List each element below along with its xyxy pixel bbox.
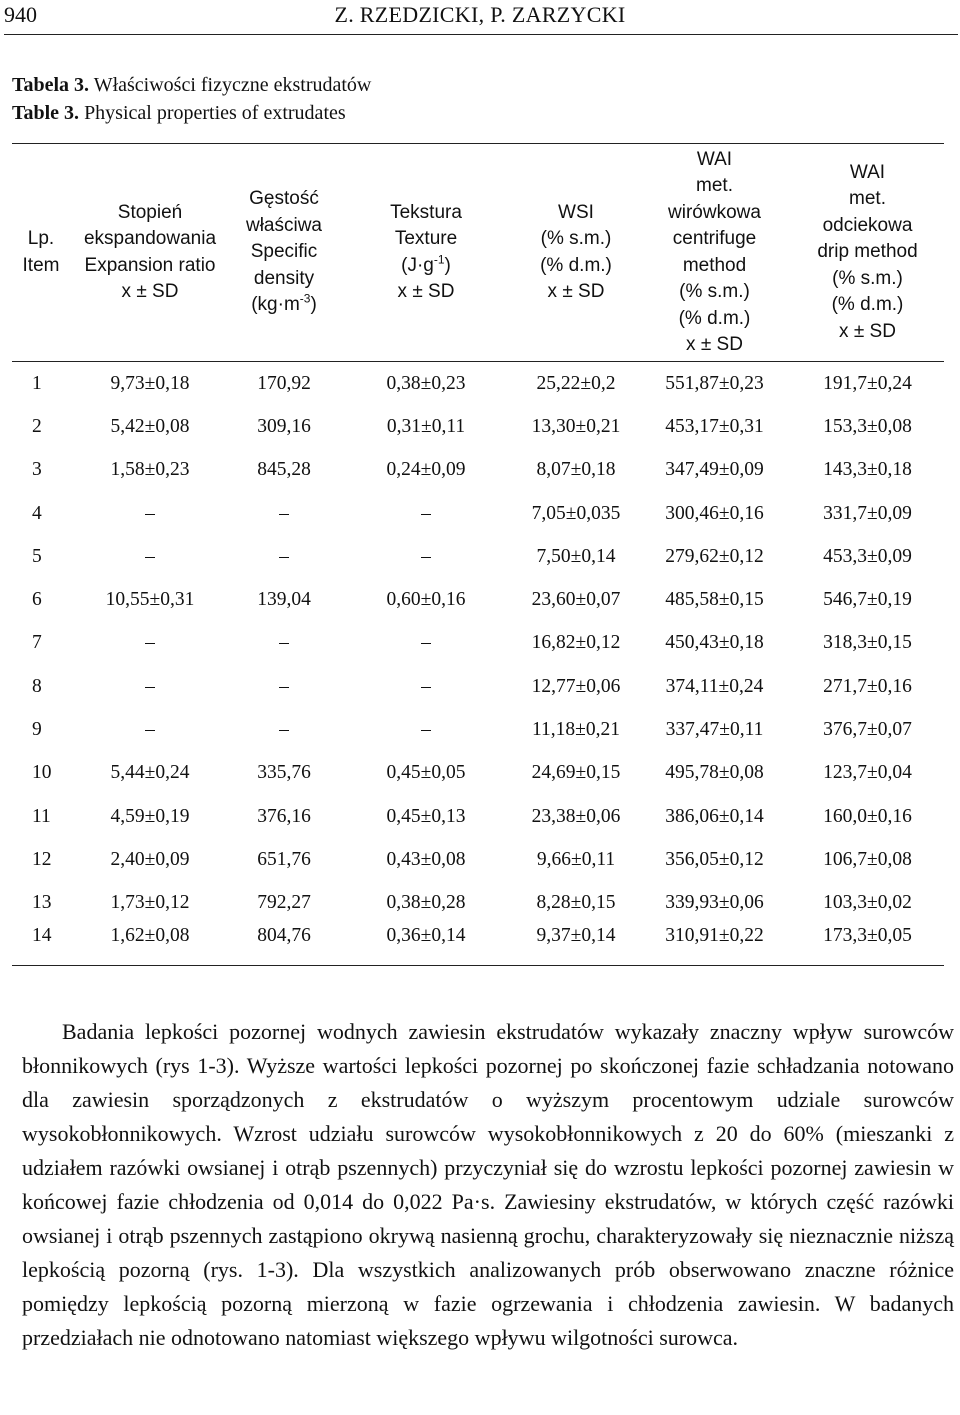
table-cell: 16,82±0,12 [531,632,621,654]
column-header-line: WAI [696,148,733,170]
table-cell: – [145,502,155,524]
table-caption-pl [12,72,371,98]
table-row [12,492,944,535]
table-cell: 485,58±0,15 [665,589,764,611]
column-header-line: x ± SD [547,281,605,302]
table-cell: 25,22±0,2 [536,372,616,394]
column-header [230,144,338,362]
table-cell: 9,73±0,18 [110,372,190,394]
column-header [70,144,230,362]
physical-properties-table [12,143,944,966]
table-cell: – [421,545,431,567]
table-cell: 8,07±0,18 [536,459,616,481]
table-row [12,578,944,621]
table-cell: 0,38±0,28 [386,892,466,914]
table-cell: 0,45±0,05 [386,762,466,784]
row-number-cell: 9 [32,719,42,741]
column-header-line: Item [22,254,60,276]
table-row [12,449,944,492]
table-cell: 5,44±0,24 [110,762,190,784]
table-cell: – [279,632,289,654]
body-paragraph [22,1015,954,1355]
column-header-line: Texture [394,228,458,249]
table-cell: 7,05±0,035 [531,502,621,524]
table-cell: 374,11±0,24 [665,675,764,697]
table-cell: 12,77±0,06 [531,675,621,697]
column-header-line: (% d.m.) [540,254,612,276]
table-row [12,535,944,578]
column-header-line: x ± SD [839,320,896,342]
table-cell: – [279,545,289,567]
column-header-line: x ± SD [686,334,743,355]
table-cell: 450,43±0,18 [665,632,764,654]
table-cell: 376,7±0,07 [823,719,912,741]
column-header-line: density [253,267,315,289]
table-row [12,752,944,795]
row-number-cell: 11 [32,805,51,827]
table-row [12,665,944,708]
table-row [12,838,944,881]
table-cell: 143,3±0,18 [823,459,912,481]
table-cell: – [421,675,431,697]
table-cell: 347,49±0,09 [665,459,764,481]
column-header-line: Specific [250,241,318,263]
running-head-authors: Z. RZEDZICKI, P. ZARZYCKI [334,2,626,27]
table-cell: 7,50±0,14 [536,545,616,567]
table-row [12,882,944,925]
row-number-cell: 4 [32,502,42,524]
column-header-line: $(kg\cdot m^{-3})$ [251,291,317,316]
column-header [338,144,514,362]
table-cell: 173,3±0,05 [791,925,944,966]
table-cell: – [279,719,289,741]
table-cell: 792,27 [257,892,311,914]
table-cell: 123,7±0,04 [823,762,912,784]
table-row [12,925,944,966]
column-header-line: met. [696,175,733,196]
table-cell: 9,37±0,14 [514,925,638,966]
table-cell: – [145,632,155,654]
table-caption-en [12,100,346,126]
table-cell: 191,7±0,24 [823,372,912,394]
caption-pl-text: Właściwości fizyczne ekstrudatów [89,74,372,96]
table-cell: 24,69±0,15 [531,762,621,784]
row-number-cell: 12 [32,848,52,870]
column-header-line: (% s.m.) [832,267,903,289]
table-cell: 0,38±0,23 [386,372,466,394]
table-cell: 0,24±0,09 [386,459,466,481]
table-row [12,405,944,448]
table-cell: 546,7±0,19 [823,589,912,611]
column-header-line: (% s.m.) [679,281,750,302]
table-cell: 386,06±0,14 [665,805,764,827]
table-cell: 9,66±0,11 [536,848,616,870]
table-cell: 495,78±0,08 [665,762,764,784]
row-number-cell: 7 [32,632,42,654]
column-header-line: (% d.m.) [831,294,904,316]
column-header-line: x ± SD [121,281,179,302]
table-cell: 453,17±0,31 [665,415,764,437]
table-row [12,708,944,751]
table-cell: 0,43±0,08 [386,848,466,870]
table-cell: – [145,719,155,741]
column-header [514,144,638,362]
table-cell: 453,3±0,09 [823,545,912,567]
column-header-line: $(J\cdot g^{-1})$ [401,252,451,276]
page-number: 940 [4,2,37,27]
table-header-row [12,144,944,362]
column-header-line: centrifuge [672,228,757,249]
table-cell: 335,76 [257,762,311,784]
table-cell: 279,62±0,12 [665,545,764,567]
table-cell: 106,7±0,08 [823,848,912,870]
table-cell: – [279,675,289,697]
column-header-line: drip method [817,241,918,263]
column-header-line: method [682,254,747,276]
table-cell: 551,87±0,23 [665,372,764,394]
page-header [0,0,960,36]
table-cell: 845,28 [257,459,311,481]
table-cell: 339,93±0,06 [665,892,764,914]
row-number-cell: 2 [32,415,42,437]
table-cell: 0,60±0,16 [386,589,466,611]
row-number-cell: 3 [32,459,42,481]
table-row [12,362,944,406]
caption-en-text: Physical properties of extrudates [79,102,346,124]
table-cell: 23,60±0,07 [531,589,621,611]
table-cell: 376,16 [257,805,311,827]
table-cell: 23,38±0,06 [531,805,621,827]
row-number-cell: 14 [12,925,70,966]
table-cell: – [421,719,431,741]
table-cell: 271,7±0,16 [823,675,912,697]
column-header-line: WAI [849,161,886,183]
column-header-line: wirówkowa [668,201,761,223]
table-cell: 310,91±0,22 [638,925,791,966]
table-cell: 0,36±0,14 [338,925,514,966]
column-header-line: (% s.m.) [540,228,612,249]
caption-en-label: Table 3. [12,102,80,124]
row-number-cell: 1 [32,372,42,394]
column-header-line: (% d.m.) [678,307,751,329]
column-header-line: met. [849,188,886,210]
table-cell: 331,7±0,09 [823,502,912,524]
column-header-line: Lp. [27,228,55,249]
table-cell: 1,73±0,12 [110,892,190,914]
table-cell: 103,3±0,02 [823,892,912,914]
column-header [638,144,791,362]
table-cell: 10,55±0,31 [105,589,195,611]
table-cell: 1,58±0,23 [110,459,190,481]
table-body [12,362,944,966]
table-row [12,622,944,665]
table-cell: 0,45±0,13 [386,805,466,827]
table-cell: 139,04 [257,589,311,611]
table-cell: 170,92 [257,372,311,394]
column-header [791,144,944,362]
row-number-cell: 13 [32,892,52,914]
table-cell: – [421,502,431,524]
table-cell: 160,0±0,16 [823,805,912,827]
column-header [12,144,70,362]
row-number-cell: 6 [32,589,42,611]
column-header-line: Gęstość [249,188,319,210]
table-cell: 1,62±0,08 [70,925,230,966]
table-cell: 318,3±0,15 [823,632,912,654]
header-rule [4,34,958,35]
table-cell: 651,76 [257,848,311,870]
column-header-line: właściwa [245,214,323,236]
table-cell: 356,05±0,12 [665,848,764,870]
table-cell: 4,59±0,19 [110,805,190,827]
table-cell: 300,46±0,16 [665,502,764,524]
table-cell: 11,18±0,21 [532,719,620,741]
table-cell: 309,16 [257,415,311,437]
caption-pl-label: Tabela 3. [12,74,90,96]
column-header-line: Expansion ratio [84,254,216,276]
table-cell: – [279,502,289,524]
column-header-line: Tekstura [390,201,462,223]
table-cell: – [421,632,431,654]
table-cell: 5,42±0,08 [110,415,190,437]
table-cell: 0,31±0,11 [386,415,466,437]
row-number-cell: 5 [32,545,42,567]
table-cell: 337,47±0,11 [665,719,764,741]
table-cell: 804,76 [230,925,338,966]
table-cell: 2,40±0,09 [110,848,190,870]
column-header-line: odciekowa [822,214,913,236]
table-cell: – [145,675,155,697]
column-header-line: x ± SD [397,281,455,302]
table-cell: 8,28±0,15 [536,892,616,914]
paragraph-text: Badania lepkości pozornej wodnych zawiesin ekstrudatów wykazały znaczny wpływ surowców błonnikowych (rys 1-3). Wyższe wartości lepkości pozornej po skończonej fazie schładzania notowano dla zawiesin sporządzonych z ekstrudatów o wyższym procentowym udziale surowców wysokobłonnikowych. Wzrost udziału surowców wysokobłonnikowych z 20 do 60% (mieszanki z udziałem razówki owsianej i otrąb pszennych) przyczyniał się do wzrostu lepkości pozornej zawiesin w końcowej fazie chłodzenia od 0,014 do 0,022 Pa·s. Zawiesiny ekstrudatów, w których część razówki owsianej i otrąb pszennych zastąpiono okrywą nasienną grochu, charakteryzowały się nieznacznie niższą lepkością pozorną (rys. 1-3). Dla wszystkich analizowanych prób obserwowano znaczne różnice pomiędzy lepkością pozorną mierzoną w fazie ogrzewania i chłodzenia zawiesin. W badanych przedziałach nie odnotowano natomiast większego wpływu wilgotności surowca. [22,1019,954,1350]
column-header-line: WSI [558,201,594,223]
table-cell: – [145,545,155,567]
column-header-line: ekspandowania [83,228,217,249]
table-cell: 153,3±0,08 [823,415,912,437]
row-number-cell: 10 [32,762,52,784]
row-number-cell: 8 [32,675,42,697]
column-header-line: Stopień [117,201,183,223]
table-cell: 13,30±0,21 [531,415,621,437]
table-row [12,795,944,838]
